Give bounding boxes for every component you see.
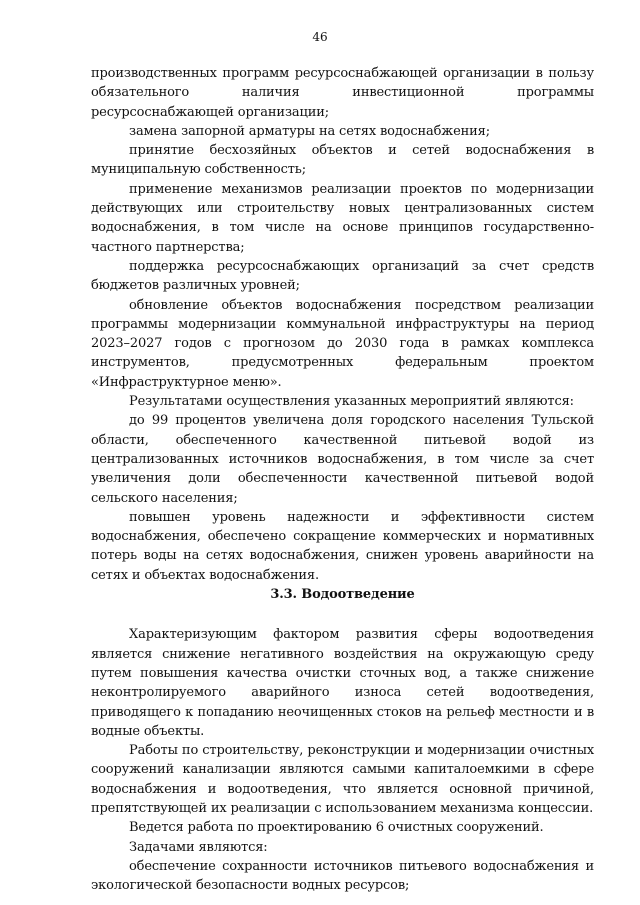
paragraph: Результатами осуществления указанных мероприятий являются: (129, 394, 574, 410)
paragraph: Ведется работа по проектированию 6 очистных сооружений. (129, 820, 544, 836)
paragraph: производственных программ ресурсоснабжающей организации в пользу обязательного наличия инвестиционной программы ресурсоснабжающей организации; (91, 66, 594, 120)
paragraph: Работы по строительству, реконструкции и модернизации очистных сооружений канализации являются самыми капиталоемкими в сфере водоснабжения и водоотведения, что является основной причиной, препятствующей их реализации с использованием механизма концессии. (91, 743, 594, 816)
paragraph: Задачами являются: (129, 839, 268, 855)
paragraph: Характеризующим фактором развития сферы водоотведения является снижение негативного воздействия на окружающую среду путем повышения качества очистки сточных вод, а также снижение неконтролируемого аварийного износа сетей водоотведения, приводящего к попаданию неочищенных стоков на рельеф местности и в водные объекты. (91, 627, 594, 739)
paragraph: принятие бесхозяйных объектов и сетей водоснабжения в муниципальную собственность; (91, 143, 594, 178)
page-number: 46 (312, 30, 328, 44)
paragraph: поддержка ресурсоснабжающих организаций за счет средств бюджетов различных уровней; (91, 258, 594, 294)
body-text (91, 64, 594, 895)
paragraph: применение механизмов реализации проектов по модернизации действующих или строительству новых централизованных систем водоснабжения, в том числе на основе принципов государственно-частного партнерства; (91, 181, 594, 255)
section-heading: 3.3. Водоотведение (270, 587, 415, 603)
paragraph: замена запорной арматуры на сетях водоснабжения; (129, 123, 490, 139)
paragraph: обеспечение сохранности источников питьевого водоснабжения и экологической безопасности водных ресурсов; (91, 858, 594, 894)
paragraph: обновление объектов водоснабжения посредством реализации программы модернизации коммунальной инфраструктуры на период 2023–2027 годов с прогнозом до 2030 года в рамках комплекса инструментов, предусмотренных федеральным проектом «Инфраструктурное меню». (91, 297, 594, 390)
spacer (91, 604, 594, 625)
paragraph: до 99 процентов увеличена доля городского населения Тульской области, обеспеченного качественной питьевой водой из централизованных источников водоснабжения, в том числе за счет увеличения доли обеспеченности качественной питьевой водой сельского населения; (91, 413, 594, 506)
paragraph: повышен уровень надежности и эффективности систем водоснабжения, обеспечено сокращение коммерческих и нормативных потерь воды на сетях водоснабжения, снижен уровень аварийности на сетях и объектах водоснабжения. (91, 509, 594, 583)
